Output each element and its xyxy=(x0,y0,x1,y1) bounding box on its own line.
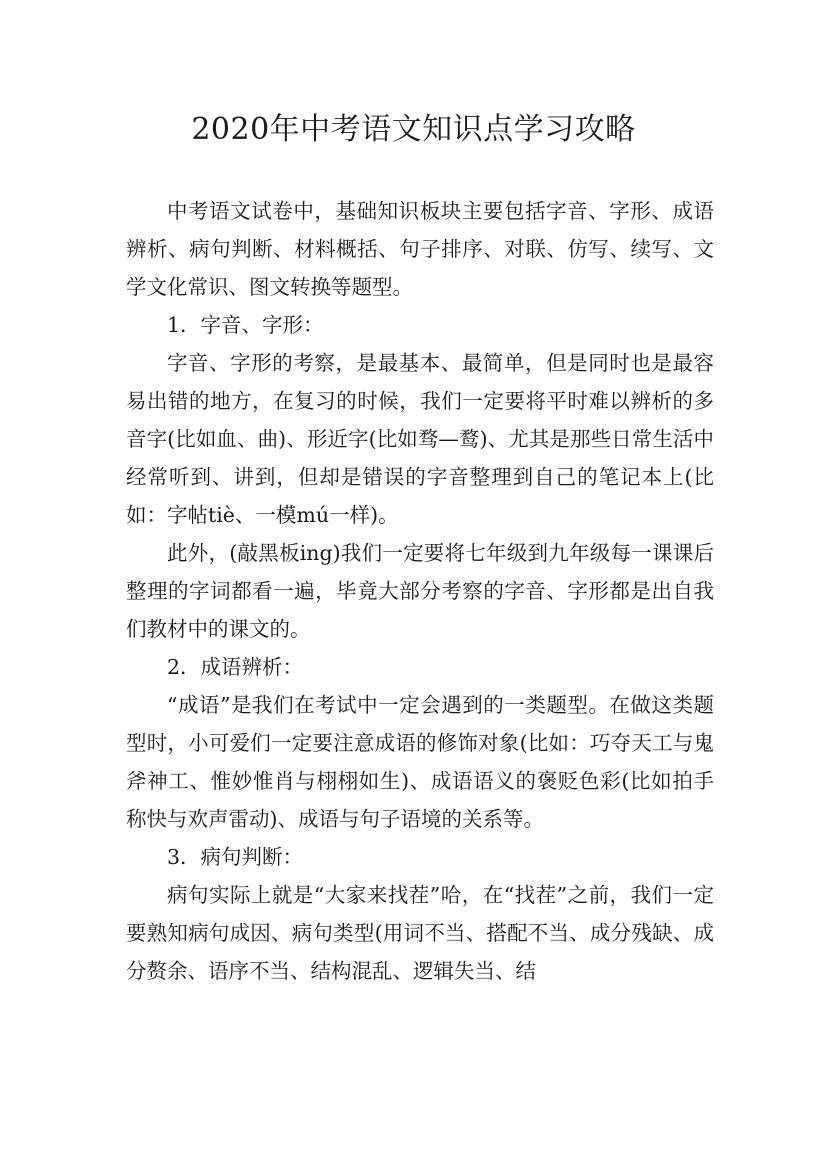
pronunciation-note-paragraph: 此外，(敲黑板ing)我们一定要将七年级到九年级每一课课后整理的字词都看一遍，毕竟大部分考察的字音、字形都是出自我们教材中的课文的。 xyxy=(126,541,714,641)
document-body xyxy=(126,192,714,990)
section-heading-sentences: 3．病句判断： xyxy=(167,845,304,869)
section-heading-pronunciation: 1．字音、字形： xyxy=(167,313,324,337)
document-title: 2020年中考语文知识点学习攻略 xyxy=(191,112,636,147)
pronunciation-paragraph: 字音、字形的考察，是最基本、最简单，但是同时也是最容易出错的地方，在复习的时候，我们一定要将平时难以辨析的多音字(比如血、曲)、形近字(比如骛—鹜)、尤其是那些日常生活中经常听到、讲到，但却是错误的字音整理到自己的笔记本上(比如：字帖tiè、一模mú一样)。 xyxy=(126,351,714,527)
sentences-paragraph: 病句实际上就是“大家来找茬”哈，在“找茬”之前，我们一定要熟知病句成因、病句类型(用词不当、搭配不当、成分残缺、成分赘余、语序不当、结构混乱、逻辑失当、结 xyxy=(126,883,714,983)
intro-paragraph: 中考语文试卷中，基础知识板块主要包括字音、字形、成语辨析、病句判断、材料概括、句子排序、对联、仿写、续写、文学文化常识、图文转换等题型。 xyxy=(126,199,714,299)
idioms-paragraph: “成语”是我们在考试中一定会遇到的一类题型。在做这类题型时，小可爱们一定要注意成语的修饰对象(比如：巧夺天工与鬼斧神工、惟妙惟肖与栩栩如生)、成语语义的褒贬色彩(比如拍手称快与欢声雷动)、成语与句子语境的关系等。 xyxy=(126,693,714,831)
section-heading-idioms: 2．成语辨析： xyxy=(167,655,304,679)
